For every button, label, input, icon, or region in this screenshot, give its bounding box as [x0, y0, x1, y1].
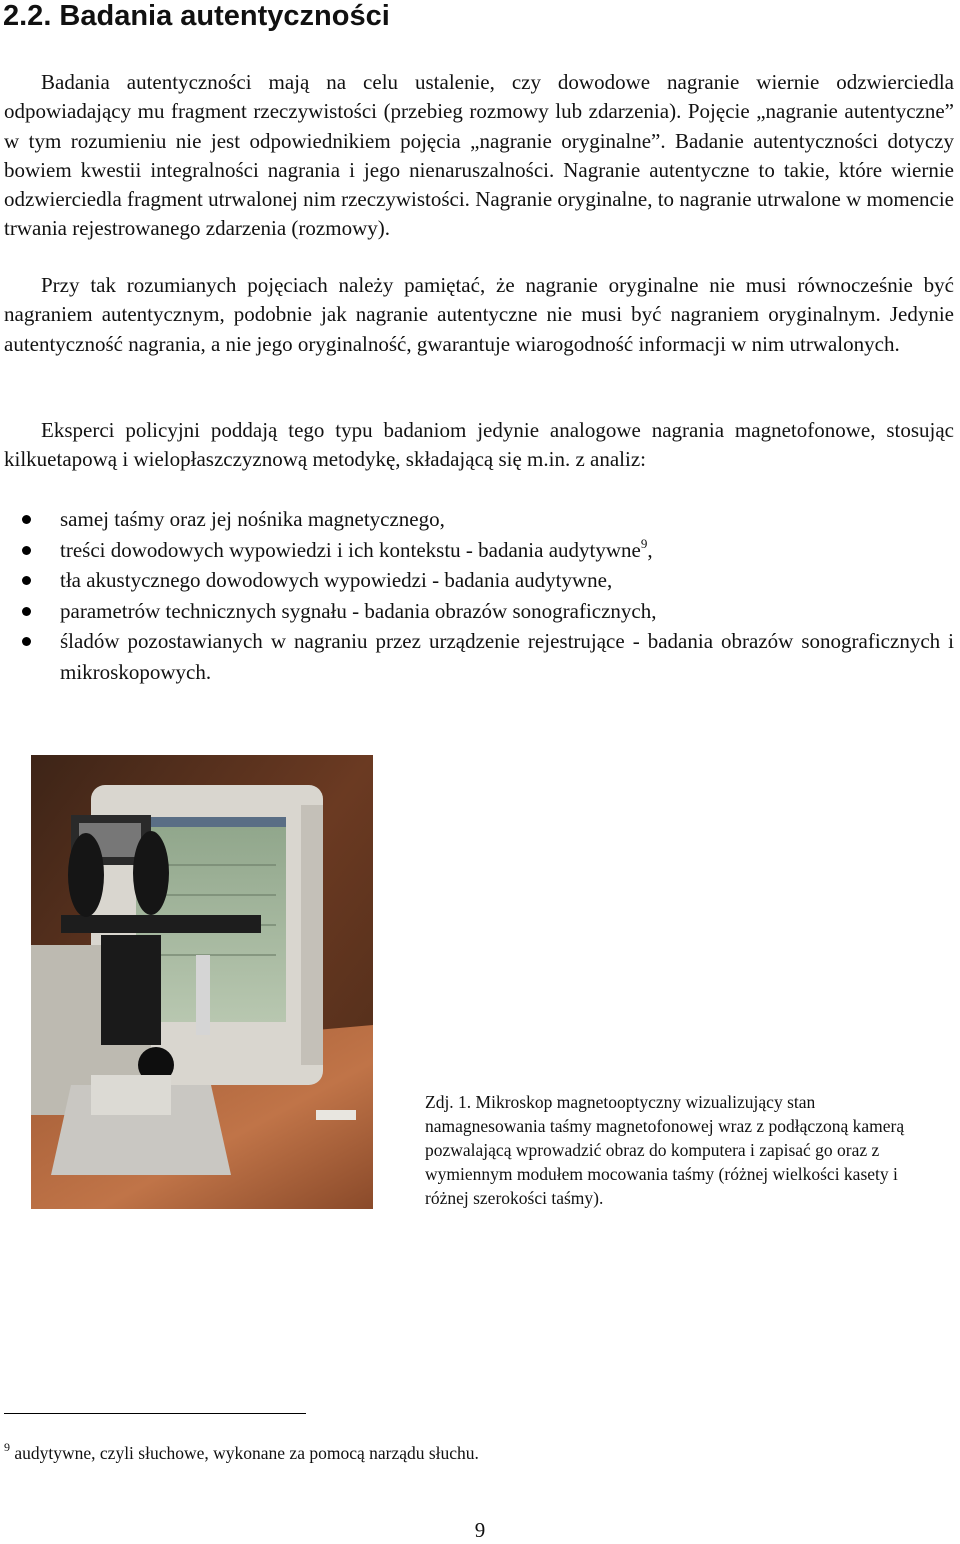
paragraph-police-methodology: Eksperci policyjni poddają tego typu badaniom jedynie analogowe nagrania magnetofonowe, stosując kilkuetapową i wielopłaszczyznową metodykę, składającą się m.in. z analiz: [4, 418, 954, 472]
analysis-list [0, 504, 954, 687]
list-item-text: parametrów technicznych sygnału - badania obrazów sonograficznych, [60, 598, 657, 623]
bullet-dot-icon [22, 637, 31, 646]
list-item-tail: , [647, 537, 653, 562]
footnote-marker: 9 [4, 1440, 10, 1454]
figure-caption: Zdj. 1. Mikroskop magnetooptyczny wizualizujący stan namagnesowania taśmy magnetofonowej wraz z podłączoną kamerą pozwalającą wprowadzić obraz do komputera i zapisać go oraz z wymiennym modułem mocowania taśmy (różnej wielkości kasety i różnej szerokości taśmy). [425, 1092, 905, 1208]
bullet-dot-icon [22, 576, 31, 585]
list-item-text: tła akustycznego dowodowych wypowiedzi - badania audytywne, [60, 568, 613, 592]
footnote [4, 1441, 479, 1465]
list-item-text: treści dowodowych wypowiedzi i ich kontekstu - badania audytywne [60, 537, 641, 562]
bullet-dot-icon [22, 546, 31, 555]
bullet-dot-icon [22, 515, 31, 524]
paragraph-original-vs-authentic: Przy tak rozumianych pojęciach należy pamiętać, że nagranie oryginalne nie musi równocześnie być nagraniem autentycznym, podobnie jak nagranie autentyczne nie musi być nagraniem oryginalnym. Jedynie autentyczność nagrania, a nie jego oryginalność, gwarantuje wiarogodność informacji w nim utrwalonych. [4, 273, 954, 356]
list-item [0, 596, 954, 627]
footnote-reference[interactable]: 9 [640, 535, 648, 551]
list-item [0, 626, 954, 687]
list-item [0, 565, 954, 596]
bullet-dot-icon [22, 607, 31, 616]
list-item-text: samej taśmy oraz jej nośnika magnetycznego, [60, 507, 445, 531]
section-heading: 2.2. Badania autentyczności [3, 0, 390, 32]
paragraph-authenticity-definition: Badania autentyczności mają na celu ustalenie, czy dowodowe nagranie wiernie odzwierciedla odpowiadający mu fragment rzeczywistości (przebieg rozmowy lub zdarzenia). Pojęcie „nagranie autentyczne” w tym rozumieniu nie jest odpowiednikiem pojęcia „nagranie oryginalne”. Badanie autentyczności dotyczy bowiem kwestii integralności nagrania i jego nienaruszalności. Nagranie autentyczne to takie, które wiernie odzwierciedla fragment utrwalonej nim rzeczywistości. Nagranie oryginalne, to nagranie utrwalone w momencie trwania rejestrowanego zdarzenia (rozmowy). [4, 70, 954, 241]
microscope-photo-illustration [31, 755, 373, 1209]
list-item [0, 504, 954, 535]
page-number: 9 [474, 1518, 486, 1542]
footnote-text: audytywne, czyli słuchowe, wykonane za pomocą narządu słuchu. [10, 1443, 479, 1463]
footnote-separator [4, 1413, 306, 1414]
list-item [0, 535, 954, 566]
list-item-text: śladów pozostawianych w nagraniu przez urządzenie rejestrujące - badania obrazów sonograficznych i mikroskopowych. [60, 629, 954, 684]
microscope-photo [31, 755, 373, 1209]
